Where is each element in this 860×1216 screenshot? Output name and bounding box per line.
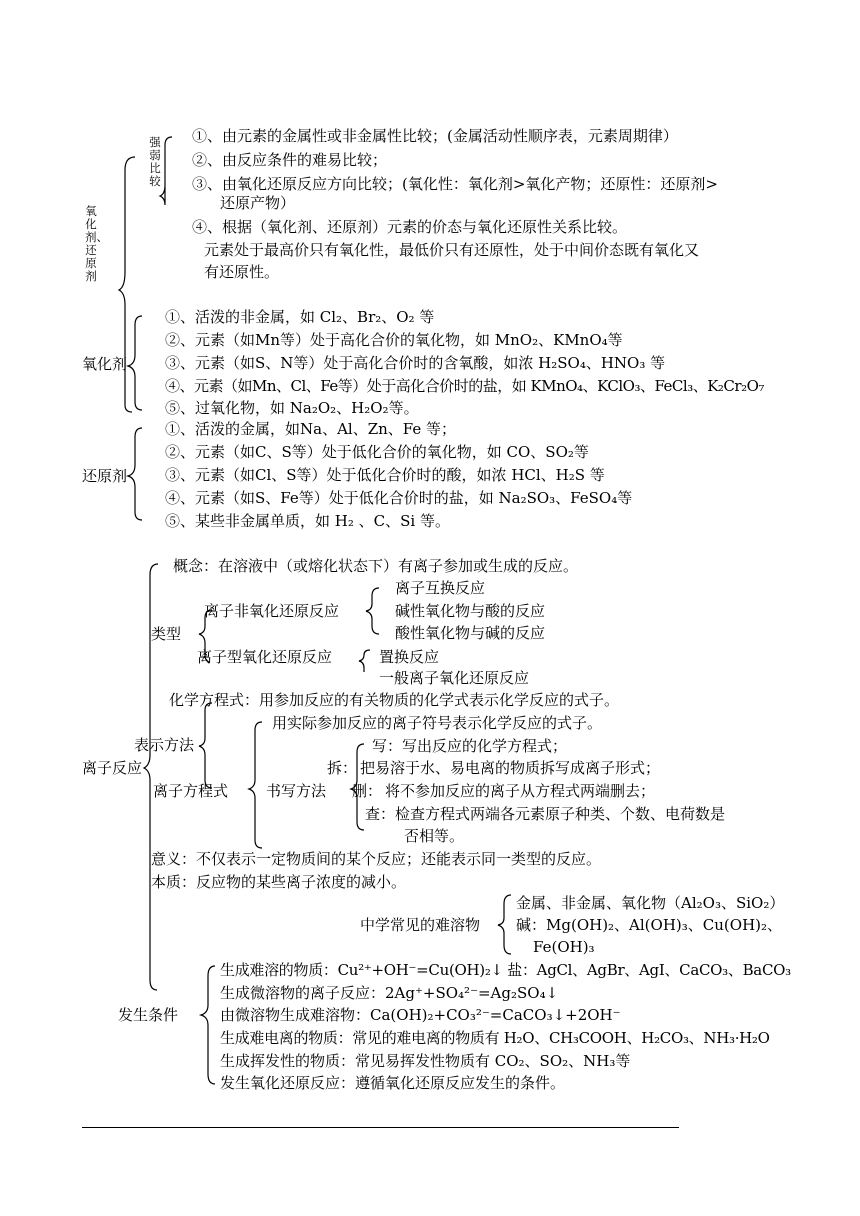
brace-ioneq: [249, 722, 262, 848]
ionic-meaning: 意义：不仅表示一定物质间的某个反应；还能表示同一类型的反应。: [151, 850, 602, 868]
reductant-item-4: ④、元素（如S、Fe等）处于低化合价时的盐，如 Na₂SO₃、FeSO₄等: [165, 489, 633, 507]
step-check: 查：检查方程式两端各元素原子种类、个数、电荷数是: [365, 805, 726, 823]
sub-label-strength: 强弱比较: [149, 135, 161, 188]
condition-slightly-soluble: 生成微溶物的离子反应：2Ag⁺+SO₄²⁻=Ag₂SO₄↓: [220, 984, 559, 1002]
reductant-item-3: ③、元素（如Cl、S等）处于低化合价时的酸，如浓 HCl、H₂S 等: [165, 466, 605, 484]
chemical-equation-def: 化学方程式：用参加反应的有关物质的化学式表示化学反应的式子。: [169, 691, 620, 709]
compare-item-3-cont: 还原产物）: [220, 194, 296, 212]
redox-item-2: 一般离子氧化还原反应: [379, 669, 530, 687]
compare-item-4: ④、根据（氧化剂、还原剂）元素的价态与氧化还原性关系比较。: [192, 218, 628, 236]
ion-equation-def: 用实际参加反应的离子符号表示化学反应的式子。: [272, 714, 603, 732]
brace-conditions: [201, 966, 215, 1084]
reductant-label: 还原剂: [82, 467, 128, 485]
non-redox-label: 离子非氧化还原反应: [204, 602, 340, 620]
non-redox-item-1: 离子互换反应: [395, 579, 486, 597]
types-label: 类型: [151, 625, 182, 643]
oxidant-label: 氧化剂: [82, 355, 128, 373]
compare-item-2: ②、由反应条件的难易比较；: [192, 151, 388, 169]
redox-label: 离子型氧化还原反应: [197, 648, 333, 666]
oxidant-item-2: ②、元素（如Mn等）处于高化合价的氧化物，如 MnO₂、KMnO₄等: [165, 331, 623, 349]
step-split-key: 拆：: [327, 759, 358, 777]
insoluble-item-2: 碱：Mg(OH)₂、Al(OH)₃、Cu(OH)₂、: [516, 916, 783, 934]
brace-express: [199, 703, 212, 788]
reductant-item-1: ①、活泼的金属，如Na、Al、Zn、Fe 等；: [165, 420, 457, 438]
condition-slight-to-insoluble: 由微溶物生成难溶物：Ca(OH)₂+CO₃²⁻=CaCO₃↓+2OH⁻: [220, 1006, 621, 1024]
brace-redox: [359, 650, 370, 672]
valence-note-2: 有还原性。: [204, 263, 280, 281]
insoluble-label: 中学常见的难溶物: [360, 916, 481, 934]
step-check-cont: 否相等。: [404, 827, 465, 845]
side-label-oxidant-reductant: 氧化剂、还原剂: [85, 204, 108, 283]
expression-label: 表示方法: [134, 736, 195, 754]
brace-strength: [160, 137, 172, 205]
condition-redox: 发生氧化还原反应：遵循氧化还原反应发生的条件。: [220, 1074, 566, 1092]
brace-oxidant: [128, 316, 142, 410]
compare-item-1: ①、由元素的金属性或非金属性比较；(金属活动性顺序表，元素周期律）: [192, 127, 678, 145]
step-split: 把易溶于水、易电离的物质拆写成离子形式；: [360, 759, 661, 777]
reductant-item-2: ②、元素（如C、S等）处于低化合价的氧化物，如 CO、SO₂等: [165, 443, 589, 461]
brace-reductant: [128, 428, 142, 520]
oxidant-item-1: ①、活泼的非金属，如 Cl₂、Br₂、O₂ 等: [165, 308, 435, 326]
writing-method-label: 书写方法: [266, 782, 327, 800]
footer-rule: [82, 1127, 679, 1128]
oxidant-item-3: ③、元素（如S、N等）处于高化合价时的含氧酸，如浓 H₂SO₄、HNO₃ 等: [165, 354, 666, 372]
brace-nonredox: [366, 588, 379, 634]
non-redox-item-3: 酸性氧化物与碱的反应: [395, 624, 546, 642]
step-delete-key: 删：: [352, 782, 383, 800]
condition-volatile: 生成挥发性的物质：常见易挥发性物质有 CO₂、SO₂、NH₃等: [220, 1052, 631, 1070]
insoluble-item-1: 金属、非金属、氧化物（Al₂O₃、SiO₂）: [516, 894, 785, 912]
ionic-reaction-label: 离子反应: [82, 759, 143, 777]
step-delete: 将不参加反应的离子从方程式两端删去；: [385, 782, 656, 800]
redox-item-1: 置换反应: [379, 648, 440, 666]
compare-item-3: ③、由氧化还原反应方向比较；(氧化性：氧化剂>氧化产物；还原性：还原剂>: [192, 175, 718, 193]
condition-insoluble: 生成难溶的物质：Cu²⁺+OH⁻=Cu(OH)₂↓ 盐：AgCl、AgBr、AgI、CaCO₃、BaCO₃: [220, 961, 791, 979]
valence-note-1: 元素处于最高价只有氧化性，最低价只有还原性，处于中间价态既有氧化又: [204, 241, 700, 259]
condition-weak-electrolyte: 生成难电离的物质：常见的难电离的物质有 H₂O、CH₃COOH、H₂CO₃、NH₃·H₂O: [220, 1029, 770, 1047]
ion-equation-label: 离子方程式: [153, 782, 229, 800]
reductant-item-5: ⑤、某些非金属单质，如 H₂ 、C、Si 等。: [165, 512, 450, 530]
insoluble-item-3: Fe(OH)₃: [533, 938, 595, 956]
non-redox-item-2: 碱性氧化物与酸的反应: [395, 602, 546, 620]
ionic-essence: 本质：反应物的某些离子浓度的减小。: [151, 873, 407, 891]
conditions-label: 发生条件: [118, 1006, 179, 1024]
step-write: 写：写出反应的化学方程式；: [372, 737, 568, 755]
brace-insoluble: [498, 895, 511, 954]
oxidant-item-5: ⑤、过氧化物，如 Na₂O₂、H₂O₂等。: [165, 399, 419, 417]
oxidant-item-4: ④、元素（如Mn、Cl、Fe等）处于高化合价时的盐，如 KMnO₄、KClO₃、FeCl₃、K₂Cr₂O₇: [165, 377, 764, 395]
ionic-concept: 概念：在溶液中（或熔化状态下）有离子参加或生成的反应。: [173, 557, 579, 575]
